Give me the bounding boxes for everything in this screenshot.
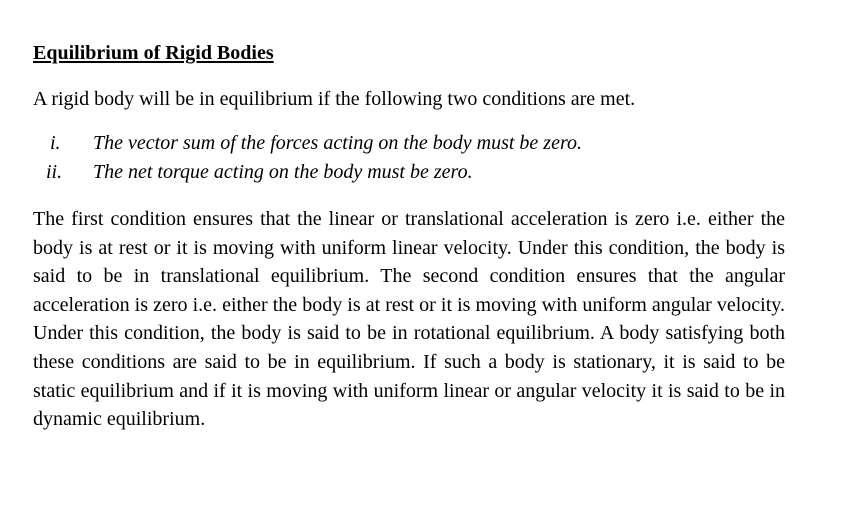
intro-sentence: A rigid body will be in equilibrium if the following two conditions are met. bbox=[33, 88, 636, 110]
condition-number: i. bbox=[50, 132, 61, 154]
condition-text: The net torque acting on the body must be zero. bbox=[93, 161, 473, 183]
body-paragraph: The first condition ensures that the linear or translational acceleration is zero i.e. either the body is at rest or it is moving with uniform linear velocity. Under this condition, the body is said to be in translational equilibrium. The second condition ensures that the angular acceleration is zero i.e. either the body is at rest or it is moving with uniform angular velocity. Under this condition, the body is said to be in rotational equilibrium. A body satisfying both these conditions are said to be in equilibrium. If such a body is stationary, it is said to be static equilibrium and if it is moving with uniform linear or angular velocity it is said to be in dynamic equilibrium. bbox=[33, 208, 785, 431]
condition-number: ii. bbox=[46, 161, 63, 183]
section-heading: Equilibrium of Rigid Bodies bbox=[33, 42, 274, 64]
condition-text: The vector sum of the forces acting on the body must be zero. bbox=[93, 132, 582, 154]
